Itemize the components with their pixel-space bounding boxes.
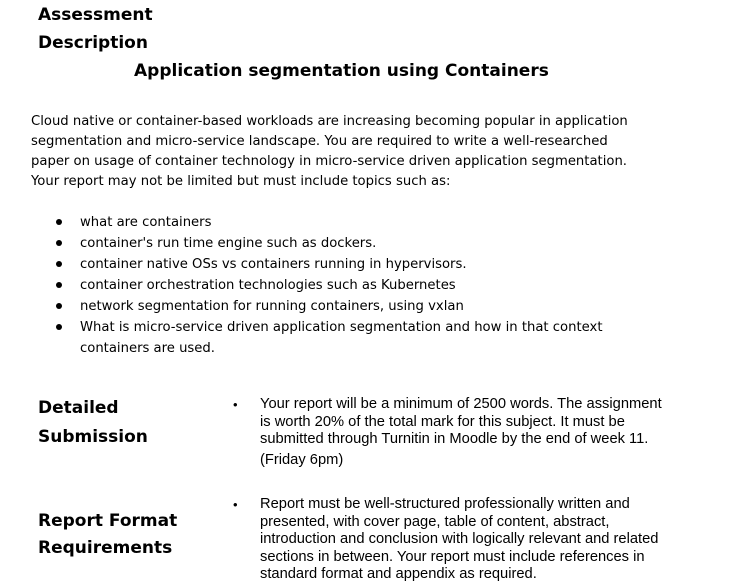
format-line: sections in between. Your report must include references in <box>260 548 645 565</box>
submission-line: (Friday 6pm) <box>260 451 344 468</box>
submission-line: submitted through Turnitin in Moodle by the end of week 11. <box>260 431 649 447</box>
intro-line: Your report may not be limited but must include topics such as: <box>31 174 451 189</box>
format-requirements <box>233 496 693 584</box>
intro-line: segmentation and micro-service landscape. You are required to write a well-researched <box>31 134 608 149</box>
bullet-icon <box>56 240 62 246</box>
requirements-heading: Requirements <box>38 538 173 558</box>
topics-list <box>54 212 674 359</box>
format-line: introduction and conclusion with logically relevant and related <box>260 531 659 547</box>
list-item: What is micro-service driven application segmentation and how in that context containers are used. <box>54 317 674 359</box>
bullet-icon: • <box>233 497 238 512</box>
intro-paragraph <box>31 112 671 192</box>
bullet-icon <box>56 282 62 288</box>
submission-line: Your report will be a minimum of 2500 words. The assignment <box>260 396 662 412</box>
list-item: network segmentation for running containers, using vxlan <box>54 296 674 317</box>
detailed-heading: Detailed <box>38 398 119 418</box>
assessment-heading: Assessment <box>38 5 153 25</box>
list-item: container orchestration technologies such as Kubernetes <box>54 275 674 296</box>
format-line: standard format and appendix as required. <box>260 566 537 582</box>
intro-line: paper on usage of container technology in micro-service driven application segmentation. <box>31 154 628 169</box>
bullet-icon <box>56 219 62 225</box>
bullet-icon <box>56 303 62 309</box>
list-item: container native OSs vs containers running in hypervisors. <box>54 254 674 275</box>
report-format-heading: Report Format <box>38 511 178 531</box>
bullet-icon: • <box>233 397 238 412</box>
bullet-icon <box>56 261 62 267</box>
format-line: Report must be well-structured professionally written and <box>260 496 630 512</box>
submission-line: is worth 20% of the total mark for this subject. It must be <box>260 413 625 430</box>
list-item: what are containers <box>54 212 674 233</box>
bullet-icon <box>56 324 62 330</box>
submission-heading: Submission <box>38 427 148 447</box>
intro-line: Cloud native or container-based workloads are increasing becoming popular in application <box>31 114 628 129</box>
document-title: Application segmentation using Containers <box>134 61 549 81</box>
submission-details <box>233 396 693 469</box>
list-item: container's run time engine such as dockers. <box>54 233 674 254</box>
description-heading: Description <box>38 33 148 53</box>
format-line: presented, with cover page, table of content, abstract, <box>260 513 610 530</box>
